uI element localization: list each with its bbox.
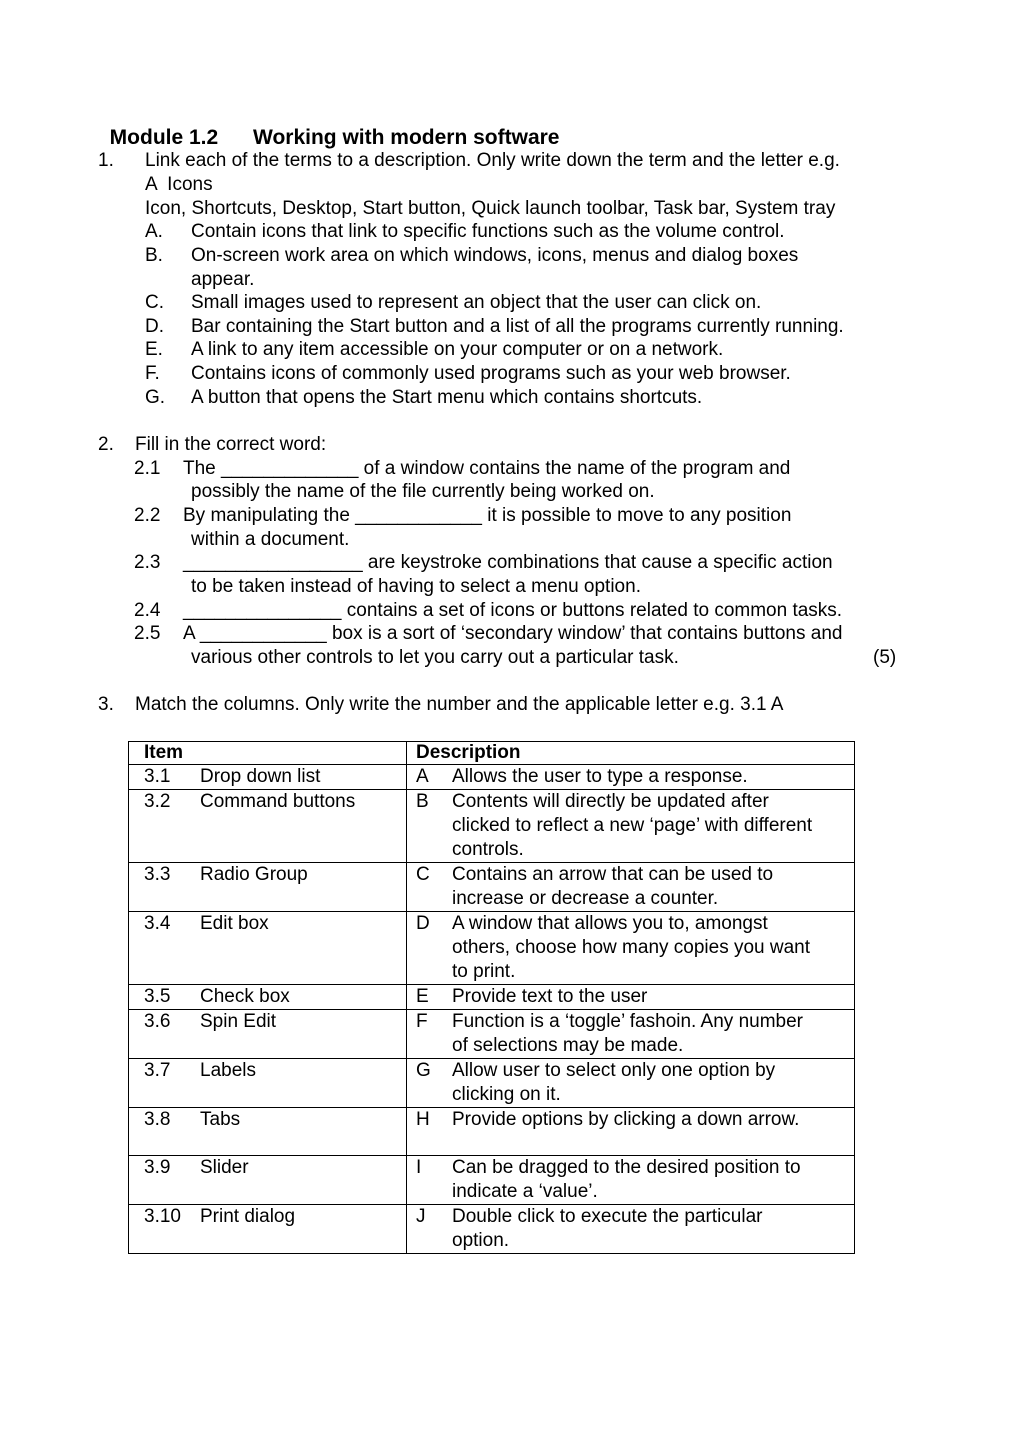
matching-table: [128, 741, 855, 1254]
item-number: 3.9: [144, 1157, 171, 1178]
item-cell: [129, 765, 407, 790]
terms-list: Icon, Shortcuts, Desktop, Start button, Quick launch toolbar, Task bar, System tray: [145, 198, 836, 219]
description-letter: C: [416, 864, 430, 885]
question-instruction: Link each of the terms to a description. Only write down the term and the letter e.g.: [145, 150, 840, 171]
item-cell: [129, 985, 407, 1010]
question-number: 2.: [98, 434, 114, 455]
description-text: A window that allows you to, amongst others, choose how many copies you want to print.: [452, 913, 811, 982]
item-cell: [129, 790, 407, 863]
description-cell: [407, 790, 855, 863]
description-letter: F: [416, 1011, 428, 1032]
question-number: 3.: [98, 694, 114, 715]
item-number: 3.7: [144, 1060, 171, 1081]
item-name: Command buttons: [200, 791, 356, 812]
header-description: Description: [407, 742, 855, 765]
table-row: [129, 1010, 855, 1059]
table-row: [129, 1156, 855, 1205]
sub-question-number: 2.5: [134, 623, 161, 644]
list-item-text: Small images used to represent an object that the user can click on.: [191, 292, 762, 313]
sub-question-text-cont: to be taken instead of having to select a menu option.: [191, 576, 641, 597]
description-text: Contents will directly be updated after clicked to reflect a new ‘page’ with different controls.: [452, 791, 813, 860]
item-number: 3.10: [144, 1206, 181, 1227]
description-cell: [407, 1010, 855, 1059]
item-number: 3.6: [144, 1011, 171, 1032]
item-name: Edit box: [200, 913, 269, 934]
list-item-letter: B.: [145, 245, 163, 266]
list-item-text: Contain icons that link to specific functions such as the volume control.: [191, 221, 785, 242]
item-cell: [129, 912, 407, 985]
module-number: Module 1.2: [109, 126, 219, 149]
description-cell: [407, 765, 855, 790]
item-cell: [129, 1156, 407, 1205]
list-item-text-cont: appear.: [191, 269, 255, 290]
description-letter: G: [416, 1060, 431, 1081]
example: A Icons: [145, 174, 213, 195]
sub-question-text: _________________ are keystroke combinations that cause a specific action: [183, 552, 833, 573]
sub-question-text: The _____________ of a window contains the name of the program and: [183, 458, 791, 479]
description-text: Allow user to select only one option by clicking on it.: [452, 1060, 776, 1105]
description-letter: D: [416, 913, 430, 934]
item-name: Spin Edit: [200, 1011, 277, 1032]
description-cell: [407, 912, 855, 985]
description-cell: [407, 1059, 855, 1108]
description-letter: J: [416, 1206, 426, 1227]
sub-question-text: A ____________ box is a sort of ‘secondary window’ that contains buttons and: [183, 623, 843, 644]
description-text: Provide text to the user: [452, 986, 648, 1007]
table-row: [129, 985, 855, 1010]
description-text: Allows the user to type a response.: [452, 766, 748, 787]
description-cell: [407, 863, 855, 912]
list-item-letter: G.: [145, 387, 166, 408]
sub-question-number: 2.4: [134, 600, 161, 621]
sub-question-number: 2.3: [134, 552, 161, 573]
item-cell: [129, 863, 407, 912]
item-name: Print dialog: [200, 1206, 296, 1227]
description-cell: [407, 1205, 855, 1254]
item-name: Radio Group: [200, 864, 308, 885]
item-number: 3.4: [144, 913, 171, 934]
sub-question-number: 2.1: [134, 458, 161, 479]
description-letter: E: [416, 986, 429, 1007]
item-number: 3.8: [144, 1109, 171, 1130]
item-number: 3.1: [144, 766, 171, 787]
list-item-letter: C.: [145, 292, 164, 313]
marks: (5): [873, 647, 897, 668]
table-row: [129, 1205, 855, 1254]
sub-question-text: _______________ contains a set of icons or buttons related to common tasks.: [183, 600, 843, 621]
sub-question-text-cont: within a document.: [191, 529, 350, 550]
list-item-letter: F.: [145, 363, 160, 384]
item-number: 3.5: [144, 986, 171, 1007]
list-item-text: A button that opens the Start menu which contains shortcuts.: [191, 387, 703, 408]
item-cell: [129, 1010, 407, 1059]
description-letter: I: [416, 1157, 422, 1178]
list-item-letter: D.: [145, 316, 164, 337]
description-text: Double click to execute the particular option.: [452, 1206, 763, 1251]
item-number: 3.3: [144, 864, 171, 885]
item-cell: [129, 1205, 407, 1254]
sub-question-text: By manipulating the ____________ it is possible to move to any position: [183, 505, 792, 526]
list-item-text: Bar containing the Start button and a list of all the programs currently running.: [191, 316, 844, 337]
description-letter: A: [416, 766, 429, 787]
description-text: Can be dragged to the desired position to indicate a ‘value’.: [452, 1157, 801, 1202]
list-item-text: Contains icons of commonly used programs such as your web browser.: [191, 363, 791, 384]
table-row: [129, 863, 855, 912]
description-letter: B: [416, 791, 429, 812]
header-item: Item: [129, 742, 407, 765]
description-text: Function is a ‘toggle’ fashoin. Any number of selections may be made.: [452, 1011, 803, 1056]
sub-question-text-cont: possibly the name of the file currently being worked on.: [191, 481, 655, 502]
table-row: [129, 912, 855, 985]
question-number: 1.: [98, 150, 114, 171]
list-item-text: A link to any item accessible on your computer or on a network.: [191, 339, 724, 360]
description-cell: [407, 985, 855, 1010]
list-item-letter: E.: [145, 339, 163, 360]
page-title: [98, 99, 560, 151]
sub-question-number: 2.2: [134, 505, 161, 526]
table-row: [129, 790, 855, 863]
question-instruction: Match the columns. Only write the number and the applicable letter e.g. 3.1 A: [135, 694, 784, 715]
sub-question-text-cont: various other controls to let you carry out a particular task.: [191, 647, 679, 668]
table-header-row: [129, 742, 855, 765]
question-instruction: Fill in the correct word:: [135, 434, 327, 455]
description-cell: [407, 1108, 855, 1156]
item-name: Slider: [200, 1157, 249, 1178]
item-number: 3.2: [144, 791, 171, 812]
item-name: Labels: [200, 1060, 256, 1081]
item-name: Drop down list: [200, 766, 321, 787]
list-item-letter: A.: [145, 221, 163, 242]
item-cell: [129, 1059, 407, 1108]
table-row: [129, 1108, 855, 1156]
module-name: Working with modern software: [253, 126, 560, 149]
description-cell: [407, 1156, 855, 1205]
description-letter: H: [416, 1109, 430, 1130]
item-name: Tabs: [200, 1109, 241, 1130]
description-text: Provide options by clicking a down arrow.: [452, 1109, 800, 1130]
list-item-text: On-screen work area on which windows, icons, menus and dialog boxes: [191, 245, 799, 266]
table-row: [129, 765, 855, 790]
item-name: Check box: [200, 986, 290, 1007]
item-cell: [129, 1108, 407, 1156]
table-row: [129, 1059, 855, 1108]
description-text: Contains an arrow that can be used to increase or decrease a counter.: [452, 864, 774, 909]
